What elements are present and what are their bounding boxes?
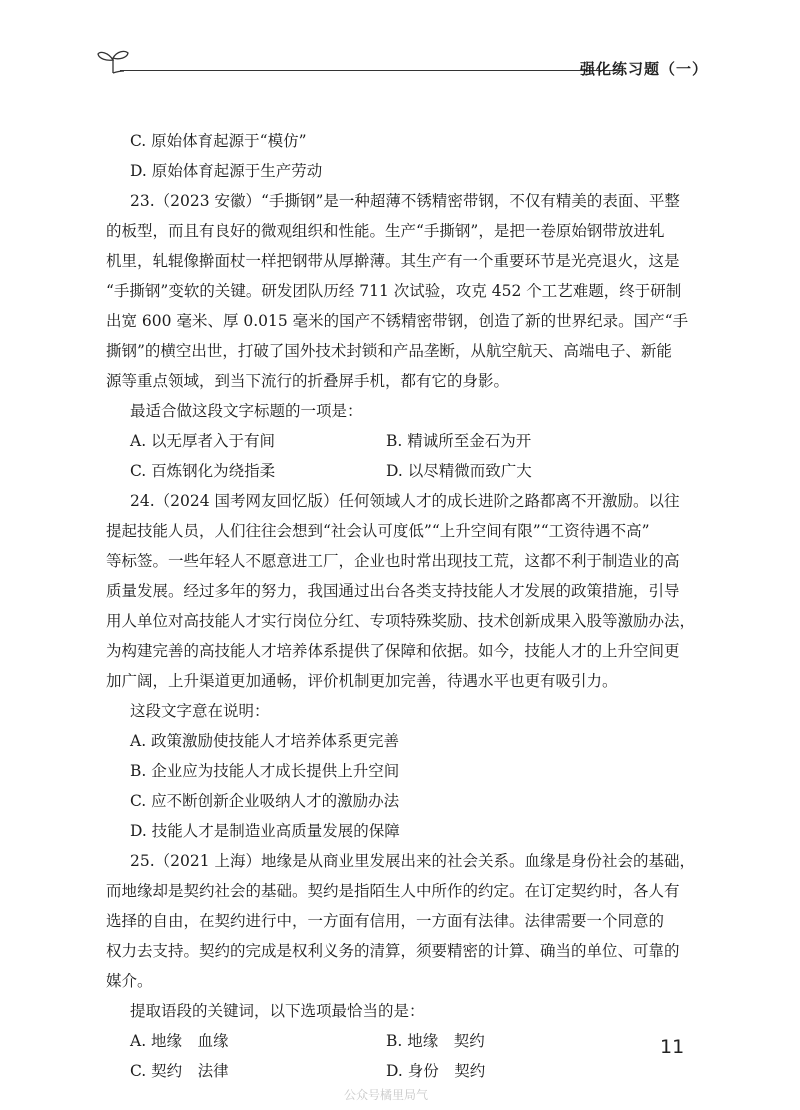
q24-passage	[106, 486, 706, 696]
q23-line: 源等重点领域，到当下流行的折叠屏手机，都有它的身影。	[106, 372, 510, 390]
q23-option-d: D. 以尽精微而致广大	[386, 462, 532, 480]
q22-option-c: C. 原始体育起源于“模仿”	[130, 132, 307, 150]
header-title: 强化练习题（一）	[579, 60, 708, 78]
q24-line: 质量发展。经过多年的努力，我国通过出台各类支持技能人才发展的政策措施，引导	[106, 582, 680, 600]
q24-option-d: D. 技能人才是制造业高质量发展的保障	[130, 822, 400, 840]
q25-line: 选择的自由，在契约进行中，一方面有信用，一方面有法律。法律需要一个同意的	[106, 912, 665, 930]
header-rule	[120, 70, 622, 71]
q25-line: 权力去支持。契约的完成是权利义务的清算，须要精密的计算、确当的单位、可靠的	[106, 942, 680, 960]
q25-option-c: C. 契约 法律	[130, 1062, 229, 1080]
q23-line: 23.（2023 安徽）“手撕钢”是一种超薄不锈精密带钢，不仅有精美的表面、平整	[130, 192, 680, 210]
q24-line: 等标签。一些年轻人不愿意进工厂，企业也时常出现技工荒，这都不利于制造业的高	[106, 552, 680, 570]
q24-line: 提起技能人员，人们往往会想到“社会认可度低”“上升空间有限”“工资待遇不高”	[106, 522, 650, 540]
q24-option-a: A. 政策激励使技能人才培养体系更完善	[130, 732, 400, 750]
q24-question: 这段文字意在说明：	[130, 702, 270, 720]
page-content	[106, 126, 706, 1086]
q25-option-a: A. 地缘 血缘	[130, 1032, 229, 1050]
q25-line: 25.（2021 上海）地缘是从商业里发展出来的社会关系。血缘是身份社会的基础，	[130, 852, 696, 870]
q24-line: 24.（2024 国考网友回忆版）任何领域人才的成长进阶之路都离不开激励。以往	[130, 492, 680, 510]
q25-line: 媒介。	[106, 972, 153, 990]
q23-line: 机里，轧辊像擀面杖一样把钢带从厚擀薄。其生产有一个重要环节是光亮退火，这是	[106, 252, 680, 270]
q25-option-b: B. 地缘 契约	[386, 1032, 485, 1050]
q24-line: 用人单位对高技能人才实行岗位分红、专项特殊奖励、技术创新成果入股等激励办法，	[106, 612, 696, 630]
q23-options-row-2	[106, 456, 706, 486]
q23-line: 的板型，而且有良好的微观组织和性能。生产“手撕钢”，是把一卷原始钢带放进轧	[106, 222, 665, 240]
q25-options-row-2	[106, 1056, 706, 1086]
q23-option-b: B. 精诚所至金石为开	[386, 432, 532, 450]
q23-option-a: A. 以无厚者入于有间	[130, 432, 276, 450]
q23-options-row-1	[106, 426, 706, 456]
q23-line: 撕钢”的横空出世，打破了国外技术封锁和产品垄断，从航空航天、高端电子、新能	[106, 342, 672, 360]
watermark: 公众号橘里局气	[344, 1088, 429, 1102]
q23-option-c: C. 百炼钢化为绕指柔	[130, 462, 276, 480]
q22-option-d: D. 原始体育起源于生产劳动	[130, 162, 323, 180]
q25-question: 提取语段的关键词，以下选项最恰当的是：	[130, 1002, 425, 1020]
q25-line: 而地缘却是契约社会的基础。契约是指陌生人中所作的约定。在订定契约时，各人有	[106, 882, 680, 900]
q23-question: 最适合做这段文字标题的一项是：	[130, 402, 363, 420]
q24-line: 加广阔，上升渠道更加通畅，评价机制更加完善，待遇水平也更有吸引力。	[106, 672, 618, 690]
q25-passage	[106, 846, 706, 996]
q25-options-row-1	[106, 1026, 706, 1056]
page-number: 11	[660, 1036, 685, 1058]
q24-option-c: C. 应不断创新企业吸纳人才的激励办法	[130, 792, 400, 810]
q23-passage	[106, 186, 706, 396]
q23-line: “手撕钢”变软的关键。研发团队历经 711 次试验，攻克 452 个工艺难题，终于研制	[106, 282, 682, 300]
q23-line: 出宽 600 毫米、厚 0.015 毫米的国产不锈精密带钢，创造了新的世界纪录。国产“手	[106, 312, 689, 330]
q24-line: 为构建完善的高技能人才培养体系提供了保障和依据。如今，技能人才的上升空间更	[106, 642, 680, 660]
q25-option-d: D. 身份 契约	[386, 1062, 486, 1080]
page-header	[90, 48, 710, 88]
q24-option-b: B. 企业应为技能人才成长提供上升空间	[130, 762, 400, 780]
